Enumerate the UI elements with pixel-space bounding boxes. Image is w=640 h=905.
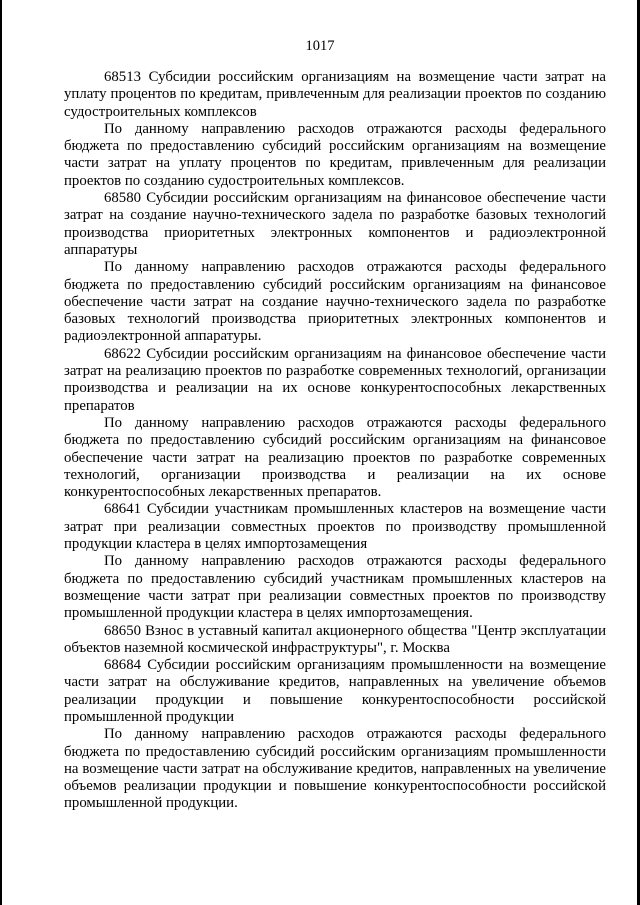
heading-68622: 68622 Субсидии российским организациям на финансовое обеспечение части затрат на реализацию проектов по разработке современных технологий, организации производства и реализации на их основе конкурентоспособных лекарственных препаратов: [64, 345, 606, 414]
description-68684: По данному направлению расходов отражаются расходы федерального бюджета по предоставлению субсидий российским организациям промышленности на возмещение части затрат на обслуживание кредитов, направленных на увеличение объемов реализации продукции и повышение конкурентоспособности российской промышленной продукции.: [64, 726, 606, 812]
description-68580: По данному направлению расходов отражаются расходы федерального бюджета по предоставлению субсидий российским организациям на финансовое обеспечение части затрат на создание научно-технического задела по разработке базовых технологий производства приоритетных электронных компонентов и радиоэлектронной аппаратуры.: [64, 259, 606, 345]
heading-68650: 68650 Взнос в уставный капитал акционерного общества "Центр эксплуатации объектов наземной космической инфраструктуры", г. Москва: [64, 622, 606, 656]
heading-68641: 68641 Субсидии участникам промышленных кластеров на возмещение части затрат при реализации совместных проектов по производству промышленной продукции кластера в целях импортозамещения: [64, 501, 606, 553]
description-68513: По данному направлению расходов отражаются расходы федерального бюджета по предоставлению субсидий российским организациям на возмещение части затрат на уплату процентов по кредитам, привлеченным для реализации проектов по созданию судостроительных комплексов.: [64, 120, 606, 189]
heading-68580: 68580 Субсидии российским организациям на финансовое обеспечение части затрат на создание научно-технического задела по разработке базовых технологий производства приоритетных электронных компонентов и радиоэлектронной аппаратуры: [64, 190, 606, 258]
document-body: [64, 69, 606, 813]
scan-border-left: [0, 0, 2, 905]
heading-68684: 68684 Субсидии российским организациям промышленности на возмещение части затрат на обслуживание кредитов, направленных на увеличение объемов реализации продукции и повышение конкурентоспособности российской промышленной продукции: [64, 657, 606, 725]
heading-68513: 68513 Субсидии российским организациям на возмещение части затрат на уплату процентов по кредитам, привлеченным для реализации проектов по созданию судостроительных комплексов: [64, 69, 606, 120]
description-68641: По данному направлению расходов отражаются расходы федерального бюджета по предоставлению субсидий участникам промышленных кластеров на возмещение части затрат при реализации совместных проектов по производству промышленной продукции кластера в целях импортозамещения.: [64, 553, 606, 622]
page-number: 1017: [305, 38, 335, 54]
description-68622: По данному направлению расходов отражаются расходы федерального бюджета по предоставлению субсидий российским организациям на финансовое обеспечение части затрат на реализацию проектов по разработке современных технологий, организации производства и реализации на их основе конкурентоспособных лекарственных препаратов.: [64, 414, 606, 501]
